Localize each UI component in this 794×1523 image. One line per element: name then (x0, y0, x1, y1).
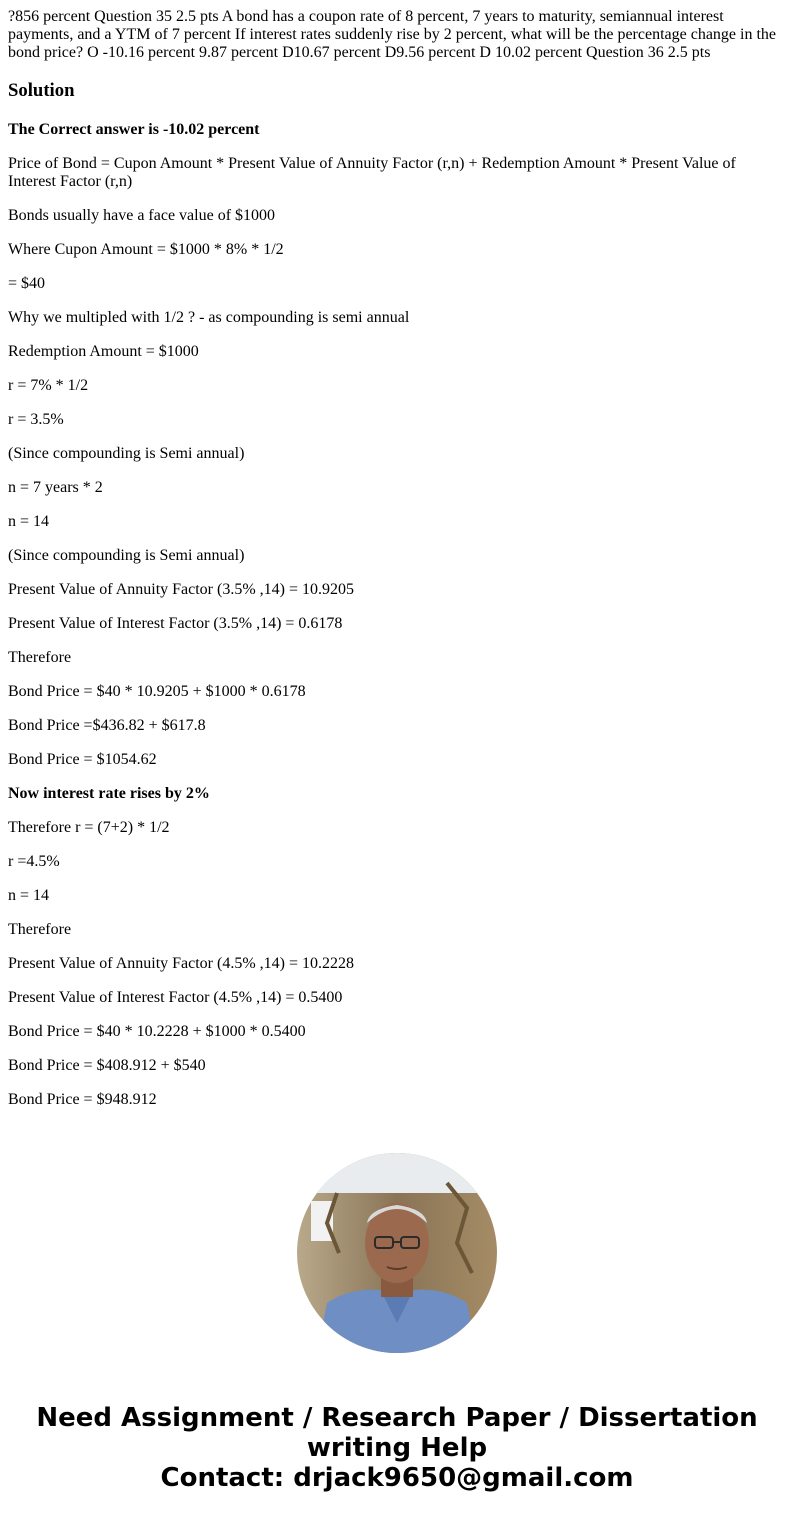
solution-line: n = 7 years * 2 (8, 479, 103, 496)
footer-line-1: Need Assignment / Research Paper / Dissertation (36, 1403, 758, 1433)
footer-line-2: writing Help (306, 1433, 488, 1463)
solution-line: Now interest rate rises by 2% (8, 785, 210, 802)
solution-line: Therefore (8, 921, 72, 938)
solution-line: Bond Price = $40 * 10.2228 + $1000 * 0.5400 (8, 1023, 306, 1040)
solution-line: Bond Price = $948.912 (8, 1091, 157, 1108)
footer-contact: Contact: drjack9650@gmail.com (160, 1463, 634, 1493)
solution-line: = $40 (8, 275, 46, 292)
promo-footer (0, 1403, 794, 1493)
solution-line: Present Value of Interest Factor (4.5% ,14) = 0.5400 (8, 989, 343, 1006)
solution-line: r = 3.5% (8, 411, 64, 428)
solution-line: r = 7% * 1/2 (8, 377, 89, 394)
solution-heading: Solution (8, 80, 75, 101)
question-text: ?856 percent Question 35 2.5 pts A bond has a coupon rate of 8 percent, 7 years to maturity, semiannual interest payments, and a YTM of 7 percent If interest rates suddenly rise by 2 percent, what will be the percentage change in the bond price? O -10.16 percent 9.87 percent D10.67 percent D9.56 percent D 10.02 percent Question 36 2.5 pts (8, 8, 777, 61)
solution-line: Present Value of Annuity Factor (4.5% ,14) = 10.2228 (8, 955, 355, 972)
solution-line: Bond Price = $408.912 + $540 (8, 1057, 206, 1074)
solution-line: Bond Price = $1054.62 (8, 751, 157, 768)
solution-line: Present Value of Interest Factor (3.5% ,14) = 0.6178 (8, 615, 343, 632)
solution-line: r =4.5% (8, 853, 60, 870)
solution-line: Bonds usually have a face value of $1000 (8, 207, 276, 224)
solution-line: Bond Price =$436.82 + $617.8 (8, 717, 206, 734)
solution-line: Bond Price = $40 * 10.9205 + $1000 * 0.6178 (8, 683, 306, 700)
solution-lines (8, 121, 786, 1109)
solution-line: (Since compounding is Semi annual) (8, 547, 245, 564)
solution-line: The Correct answer is -10.02 percent (8, 121, 260, 138)
author-avatar (297, 1153, 497, 1353)
solution-line: Present Value of Annuity Factor (3.5% ,14) = 10.9205 (8, 581, 355, 598)
solution-line: n = 14 (8, 887, 50, 904)
solution-line: Where Cupon Amount = $1000 * 8% * 1/2 (8, 241, 284, 258)
solution-line: Therefore r = (7+2) * 1/2 (8, 819, 170, 836)
solution-line: n = 14 (8, 513, 50, 530)
solution-line: (Since compounding is Semi annual) (8, 445, 245, 462)
solution-line: Redemption Amount = $1000 (8, 343, 199, 360)
solution-line: Therefore (8, 649, 72, 666)
solution-line: Why we multipled with 1/2 ? - as compounding is semi annual (8, 309, 410, 326)
solution-line: Price of Bond = Cupon Amount * Present Value of Annuity Factor (r,n) + Redemption Amount * Present Value of Interest Factor (r,n) (8, 155, 736, 190)
document-body (8, 8, 786, 1109)
author-photo-illustration (297, 1153, 497, 1353)
